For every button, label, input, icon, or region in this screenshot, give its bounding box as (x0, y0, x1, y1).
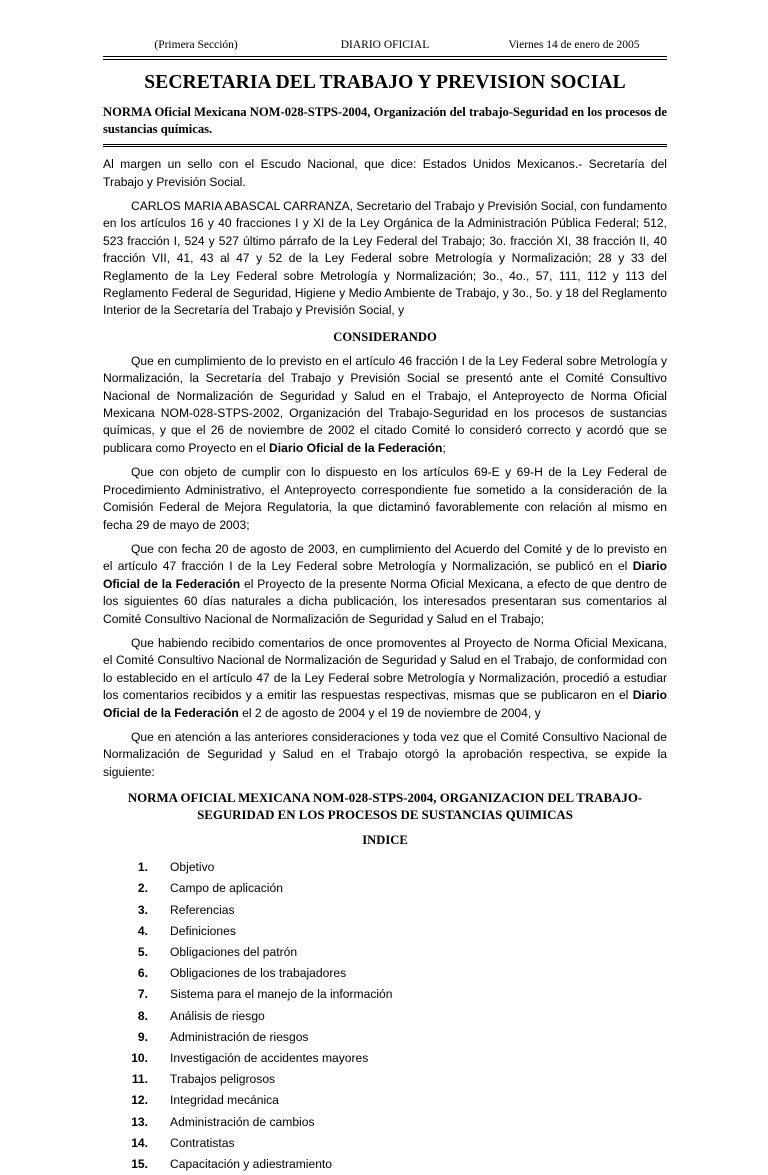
considerando-1 (103, 353, 667, 457)
list-item (103, 1048, 667, 1069)
list-item-number: 11. (131, 1072, 148, 1087)
list-item-label: Análisis de riesgo (170, 1008, 265, 1023)
list-item-label: Investigación de accidentes mayores (170, 1051, 369, 1066)
list-item-number: 3. (137, 902, 148, 917)
considerando-heading: CONSIDERANDO (333, 329, 437, 344)
list-item (103, 1154, 667, 1175)
considerando-4-text-a: Que habiendo recibido comentarios de once promoventes al Proyecto de Norma Oficial Mexicana, el Comité Consultivo Nacional de Normalización de Seguridad y Salud en el Trabajo, de conformidad con lo establecido en el artículo 47 de la Ley Federal sobre Metrología y Normalización, procedió a estudiar los comentarios recibidos y a emitir las respuestas respectivas, mismas que se publicaron en el (103, 635, 667, 703)
list-item-label: Obligaciones de los trabajadores (170, 966, 347, 981)
considerando-2: Que con objeto de cumplir con lo dispuesto en los artículos 69-E y 69-H de la Ley Federal de Procedimiento Administrativo, el Anteproyecto correspondiente fue sometido a la consideración de la Comisión Federal de Mejora Regulatoria, la que dictaminó favorablemente con relación al mismo en fecha 29 de mayo de 2003; (103, 465, 667, 532)
list-item (103, 857, 667, 878)
seal-paragraph: Al margen un sello con el Escudo Nacional, que dice: Estados Unidos Mexicanos.- Secretaría del Trabajo y Previsión Social. (103, 157, 667, 189)
list-item (103, 1133, 667, 1154)
nom-heading-divider (103, 144, 667, 148)
running-head (103, 38, 667, 53)
list-item (103, 1090, 667, 1111)
list-item-label: Integridad mecánica (170, 1093, 279, 1108)
list-item-number: 4. (137, 923, 148, 938)
list-item-number: 8. (137, 1008, 148, 1023)
page-content (103, 38, 667, 1175)
list-item-number: 7. (137, 987, 148, 1002)
list-item-label: Administración de cambios (170, 1114, 315, 1129)
list-item-label: Definiciones (170, 923, 236, 938)
considerando-1-text-b: ; (442, 440, 446, 455)
index-list (103, 857, 667, 1175)
list-item (103, 984, 667, 1005)
considerando-3-dof-ref: Diario Oficial de la Federación (103, 559, 667, 591)
considerando-3 (103, 541, 667, 628)
list-item-number: 5. (137, 945, 148, 959)
list-item-label: Objetivo (170, 860, 215, 875)
list-item (103, 1069, 667, 1090)
list-item-label: Capacitación y adiestramiento (170, 1157, 333, 1172)
list-item (103, 900, 667, 921)
considerando-5: Que en atención a las anteriores consideraciones y toda vez que el Comité Consultivo Nacional de Normalización de Seguridad y Salud en el Trabajo otorgó la aprobación respectiva, se expide la siguiente: (103, 729, 667, 779)
list-item-label: Sistema para el manejo de la información (170, 987, 393, 1002)
considerando-3-text-a: Que con fecha 20 de agosto de 2003, en cumplimiento del Acuerdo del Comité y de lo previsto en el artículo 47 fracción I de la Ley Federal sobre Metrología y Normalización, se publicó en el (103, 541, 667, 574)
list-item-label: Administración de riesgos (170, 1029, 309, 1044)
considerando-4-dof-ref: Diario Oficial de la Federación (103, 688, 667, 720)
list-item (103, 963, 667, 984)
list-item-number: 2. (137, 881, 148, 896)
list-item-label: Obligaciones del patrón (170, 945, 298, 959)
list-item (103, 921, 667, 942)
considerando-3-text-b: el Proyecto de la presente Norma Oficial Mexicana, a efecto de que dentro de los siguientes 60 días naturales a dicha publicación, los interesados presentaran sus comentarios al Comité Consultivo Nacional de Normalización de Seguridad y Salud en el Trabajo; (103, 576, 668, 626)
running-head-title: DIARIO OFICIAL (340, 39, 430, 51)
nom-heading: NORMA Oficial Mexicana NOM-028-STPS-2004, Organización del trabajo-Seguridad en los procesos de sustancias químicas. (103, 104, 667, 136)
list-item-number: 9. (137, 1029, 148, 1044)
list-item (103, 1112, 667, 1133)
page-title: SECRETARIA DEL TRABAJO Y PREVISION SOCIAL (144, 71, 626, 93)
list-item-label: Referencias (170, 902, 235, 917)
considerando-1-dof-ref: Diario Oficial de la Federación (269, 440, 443, 455)
list-item-number: 15. (131, 1157, 148, 1172)
considerando-1-text-a: Que en cumplimiento de lo previsto en el artículo 46 fracción I de la Ley Federal sobre Metrología y Normalización, la Secretaría del Trabajo y Previsión Social se presentó ante el Comité Consultivo Nacional de Normalización de Seguridad y Salud en el Trabajo, el Anteproyecto de Norma Oficial Mexicana NOM-028-STPS-2002, Organización del Trabajo-Seguridad en los procesos de sustancias químicas, y que el 26 de noviembre de 2002 el citado Comité lo consideró correcto y acordó que se publicara como Proyecto en el (103, 353, 667, 455)
running-head-date: Viernes 14 de enero de 2005 (508, 39, 640, 51)
list-item-number: 6. (137, 966, 148, 981)
list-item-number: 14. (131, 1135, 148, 1150)
list-item-label: Contratistas (170, 1135, 235, 1150)
list-item-label: Trabajos peligrosos (170, 1072, 276, 1087)
list-item-number: 12. (131, 1093, 148, 1108)
running-head-section: (Primera Sección) (154, 39, 238, 51)
list-item-number: 13. (131, 1114, 148, 1129)
list-item-number: 10. (131, 1051, 148, 1066)
list-item (103, 1006, 667, 1027)
list-item (103, 878, 667, 899)
list-item (103, 1027, 667, 1048)
header-divider (103, 56, 667, 60)
fundamento-paragraph: CARLOS MARIA ABASCAL CARRANZA, Secretario del Trabajo y Previsión Social, con fundamento en los artículos 16 y 40 fracciones I y XI de la Ley Orgánica de la Administración Pública Federal; 512, 523 fracción I, 524 y 527 último párrafo de la Ley Federal del Trabajo; 3o. fracción XI, 38 fracción II, 40 fracción VII, 41, 43 al 47 y 52 de la Ley Federal sobre Metrología y Normalización; 28 y 33 del Reglamento de la Ley Federal sobre Metrología y Normalización; 3o., 4o., 57, 111, 112 y 113 del Reglamento Federal de Seguridad, Higiene y Medio Ambiente de Trabajo, y 3o., 5o. y 18 del Reglamento Interior de la Secretaría del Trabajo y Previsión Social, y (103, 199, 667, 318)
considerando-4-text-b: el 2 de agosto de 2004 y el 19 de noviembre de 2004, y (238, 705, 541, 720)
indice-heading: INDICE (362, 833, 408, 848)
list-item (103, 942, 667, 963)
list-item-number: 1. (137, 860, 148, 875)
considerando-4 (103, 635, 667, 722)
norma-official-title: NORMA OFICIAL MEXICANA NOM-028-STPS-2004, ORGANIZACION DEL TRABAJO- SEGURIDAD EN LOS PROCESOS DE SUSTANCIAS QUIMICAS (127, 791, 643, 823)
list-item-label: Campo de aplicación (170, 881, 283, 896)
